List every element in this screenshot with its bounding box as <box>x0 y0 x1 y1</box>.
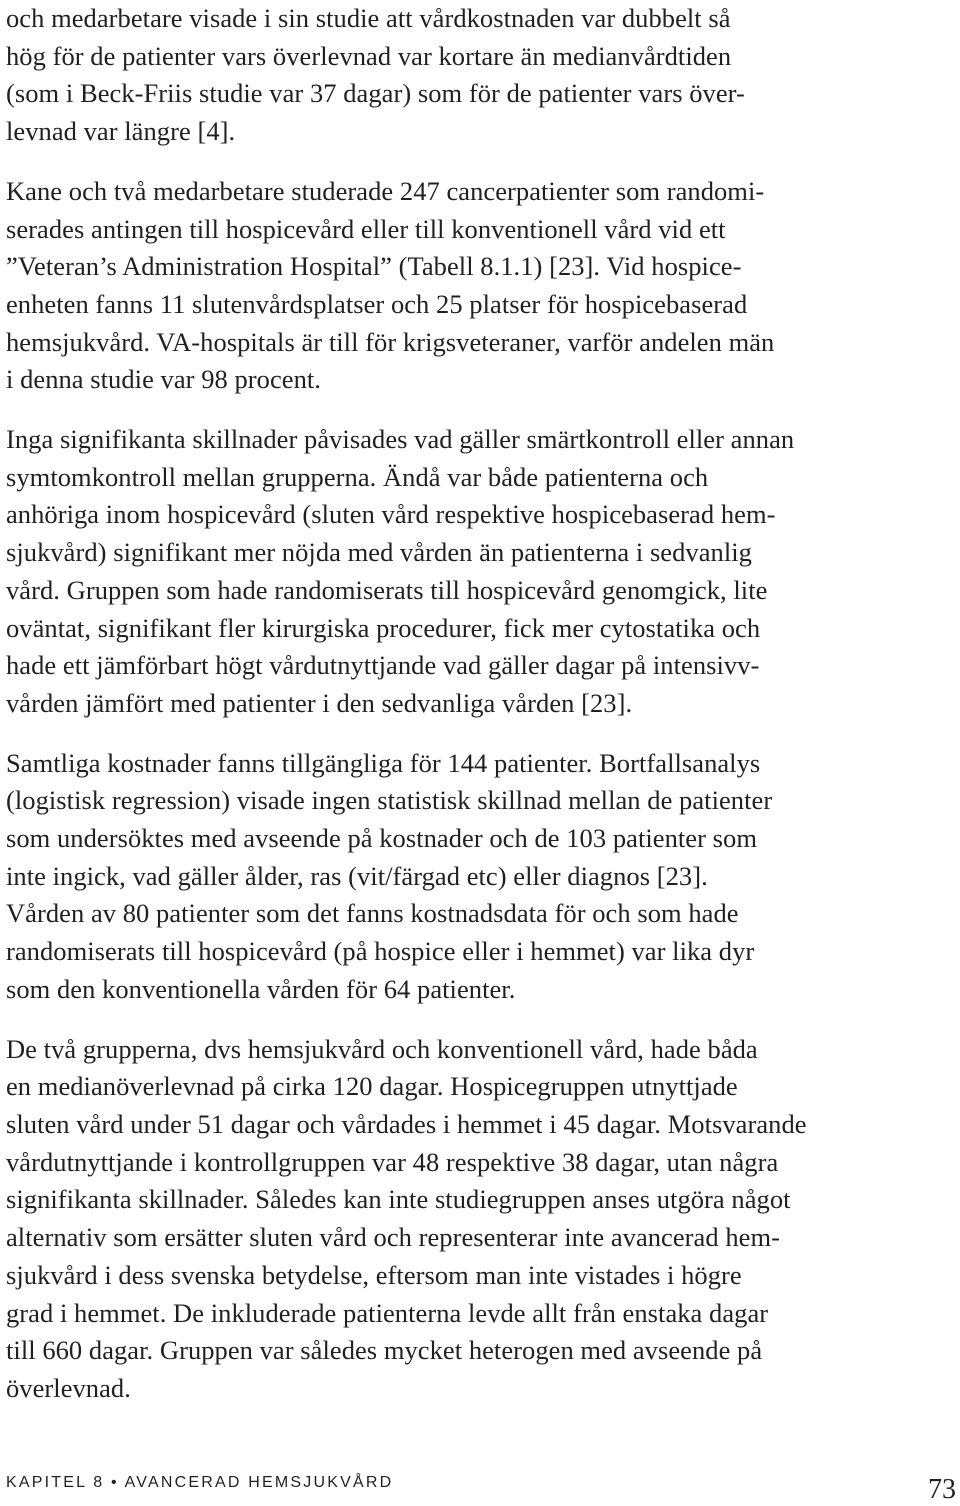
text-line: överlevnad. <box>6 1372 131 1403</box>
text-line: Inga signifikanta skillnader påvisades vad gäller smärtkontroll eller annan <box>6 424 795 455</box>
text-line: levnad var längre [4]. <box>6 116 236 147</box>
text-line: Kane och två medarbetare studerade 247 cancerpatienter som randomi- <box>6 175 765 206</box>
paragraph-gap <box>6 399 954 421</box>
text-line: grad i hemmet. De inkluderade patienterna levde allt från enstaka dagar <box>6 1297 769 1328</box>
text-line: sjukvård i dess svenska betydelse, eftersom man inte vistades i högre <box>6 1259 742 1290</box>
paragraph-1 <box>6 0 954 151</box>
text-line: Vården av 80 patienter som det fanns kostnadsdata för och som hade <box>6 898 739 929</box>
text-line: sjukvård) signifikant mer nöjda med vården än patienterna i sedvanlig <box>6 537 752 568</box>
text-line: serades antingen till hospicevård eller till konventionell vård vid ett <box>6 213 726 244</box>
text-line: som undersöktes med avseende på kostnader och de 103 patienter som <box>6 823 757 854</box>
section-label: AVANCERAD HEMSJUKVÅRD <box>124 1474 394 1491</box>
text-line: enheten fanns 11 slutenvårdsplatser och 25 platser för hospicebaserad <box>6 288 748 319</box>
text-line: vård. Gruppen som hade randomiserats till hospicevård genomgick, lite <box>6 574 768 605</box>
text-line: signifikanta skillnader. Således kan inte studiegruppen anses utgöra något <box>6 1184 791 1215</box>
text-line: De två grupperna, dvs hemsjukvård och konventionell vård, hade båda <box>6 1033 758 1064</box>
paragraph-gap <box>6 723 954 745</box>
text-line: oväntat, signifikant fler kirurgiska procedurer, fick mer cytostatika och <box>6 612 761 643</box>
text-line: randomiserats till hospicevård (på hospice eller i hemmet) var lika dyr <box>6 936 755 967</box>
paragraph-2 <box>6 173 954 399</box>
text-line: i denna studie var 98 procent. <box>6 364 321 395</box>
text-line: anhöriga inom hospicevård (sluten vård respektive hospicebaserad hem- <box>6 499 776 530</box>
text-line: vårdutnyttjande i kontrollgruppen var 48 respektive 38 dagar, utan några <box>6 1146 779 1177</box>
text-line: och medarbetare visade i sin studie att vårdkostnaden var dubbelt så <box>6 3 731 33</box>
text-line: (logistisk regression) visade ingen statistisk skillnad mellan de patienter <box>6 785 773 816</box>
text-line: en medianöverlevnad på cirka 120 dagar. Hospicegruppen utnyttjade <box>6 1071 738 1102</box>
paragraph-3 <box>6 421 954 723</box>
text-line: alternativ som ersätter sluten vård och representerar inte avancerad hem- <box>6 1222 780 1253</box>
page-number: 73 <box>928 1474 956 1505</box>
text-line: inte ingick, vad gäller ålder, ras (vit/färgad etc) eller diagnos [23]. <box>6 860 708 891</box>
paragraph-gap <box>6 1009 954 1031</box>
body-text <box>6 0 954 1408</box>
chapter-label: KAPITEL 8 <box>6 1474 105 1491</box>
text-line: vården jämfört med patienter i den sedvanliga vården [23]. <box>6 687 633 718</box>
text-line: symtomkontroll mellan grupperna. Ändå var både patienterna och <box>6 461 709 492</box>
paragraph-gap <box>6 151 954 173</box>
running-footer <box>6 1474 393 1492</box>
text-line: sluten vård under 51 dagar och vårdades i hemmet i 45 dagar. Motsvarande <box>6 1108 807 1139</box>
paragraph-4 <box>6 745 954 1009</box>
text-line: ”Veteran’s Administration Hospital” (Tabell 8.1.1) [23]. Vid hospice- <box>6 251 742 282</box>
text-line: hemsjukvård. VA-hospitals är till för krigsveteraner, varför andelen män <box>6 326 775 357</box>
text-line: som den konventionella vården för 64 patienter. <box>6 973 516 1004</box>
text-line: till 660 dagar. Gruppen var således mycket heterogen med avseende på <box>6 1335 763 1366</box>
text-line: Samtliga kostnader fanns tillgängliga för 144 patienter. Bortfallsanalys <box>6 747 761 778</box>
footer-separator: • <box>111 1474 119 1491</box>
text-line: hade ett jämförbart högt vårdutnyttjande vad gäller dagar på intensivv- <box>6 650 760 681</box>
text-line: (som i Beck-Friis studie var 37 dagar) som för de patienter vars över- <box>6 78 745 109</box>
paragraph-5 <box>6 1031 954 1408</box>
text-line: hög för de patienter vars överlevnad var kortare än medianvårdtiden <box>6 40 732 71</box>
